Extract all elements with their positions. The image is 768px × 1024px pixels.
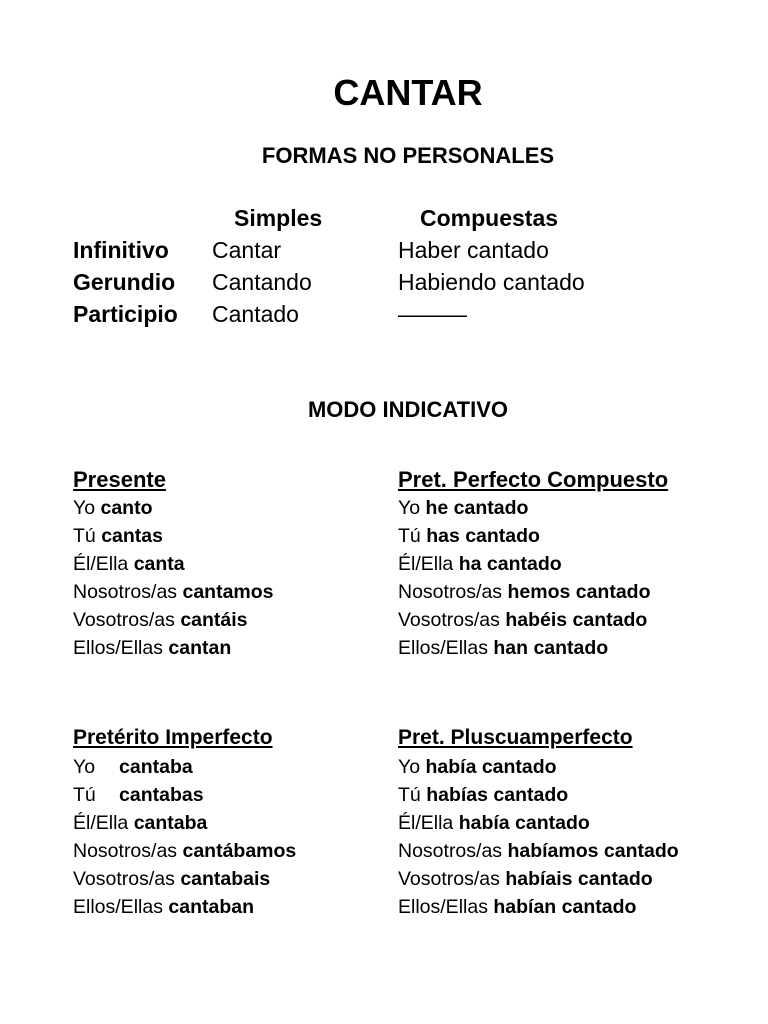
np-compuesta-infinitivo: Haber cantado — [398, 237, 549, 263]
modo-indicativo-heading: MODO INDICATIVO — [307, 397, 509, 422]
conjugation-row: Ellos/Ellas cantaban — [73, 896, 254, 918]
conjugation-row: Él/Ella canta — [73, 553, 185, 575]
conjugation-row: Tú habías cantado — [398, 784, 569, 806]
conjugation-row: Vosotros/as cantabais — [73, 868, 271, 890]
np-label-infinitivo: Infinitivo — [73, 237, 169, 263]
presente-heading: Presente — [73, 467, 166, 492]
pluscuamperfecto-heading: Pret. Pluscuamperfecto — [398, 726, 633, 749]
np-label-participio: Participio — [73, 301, 178, 327]
perfecto-compuesto-heading: Pret. Perfecto Compuesto — [398, 467, 669, 492]
np-simple-participio: Cantado — [212, 301, 299, 327]
imperfecto-heading: Pretérito Imperfecto — [73, 726, 273, 749]
conjugation-row: Yo canto — [73, 497, 153, 519]
conjugation-row: Vosotros/as habéis cantado — [398, 609, 648, 631]
conjugation-row: Tú cantabas — [73, 784, 204, 806]
page-title: CANTAR — [333, 72, 483, 113]
conjugation-row: Vosotros/as cantáis — [73, 609, 248, 631]
conjugation-row: Tú cantas — [73, 525, 163, 547]
np-simple-gerundio: Cantando — [212, 269, 312, 295]
formas-no-personales-heading: FORMAS NO PERSONALES — [261, 143, 555, 168]
conjugation-row: Yo he cantado — [398, 497, 529, 519]
np-simple-infinitivo: Cantar — [212, 237, 282, 263]
col-simples-header: Simples — [234, 205, 323, 231]
conjugation-row: Tú has cantado — [398, 525, 540, 547]
np-compuesta-participio: ——— — [398, 301, 467, 327]
conjugation-row: Yo había cantado — [398, 756, 557, 778]
conjugation-row: Él/Ella cantaba — [73, 812, 208, 834]
conjugation-row: Nosotros/as hemos cantado — [398, 581, 651, 603]
col-compuestas-header: Compuestas — [420, 205, 559, 231]
conjugation-row: Yo cantaba — [73, 756, 193, 778]
conjugation-row: Ellos/Ellas habían cantado — [398, 896, 637, 918]
conjugation-row: Nosotros/as habíamos cantado — [398, 840, 679, 862]
conjugation-row: Nosotros/as cantábamos — [73, 840, 297, 862]
conjugation-row: Él/Ella ha cantado — [398, 553, 562, 575]
conjugation-row: Ellos/Ellas han cantado — [398, 637, 609, 659]
conjugation-row: Ellos/Ellas cantan — [73, 637, 232, 659]
conjugation-row: Él/Ella había cantado — [398, 812, 590, 834]
np-label-gerundio: Gerundio — [73, 269, 176, 295]
conjugation-row: Nosotros/as cantamos — [73, 581, 274, 603]
np-compuesta-gerundio: Habiendo cantado — [398, 269, 585, 295]
conjugation-row: Vosotros/as habíais cantado — [398, 868, 653, 890]
